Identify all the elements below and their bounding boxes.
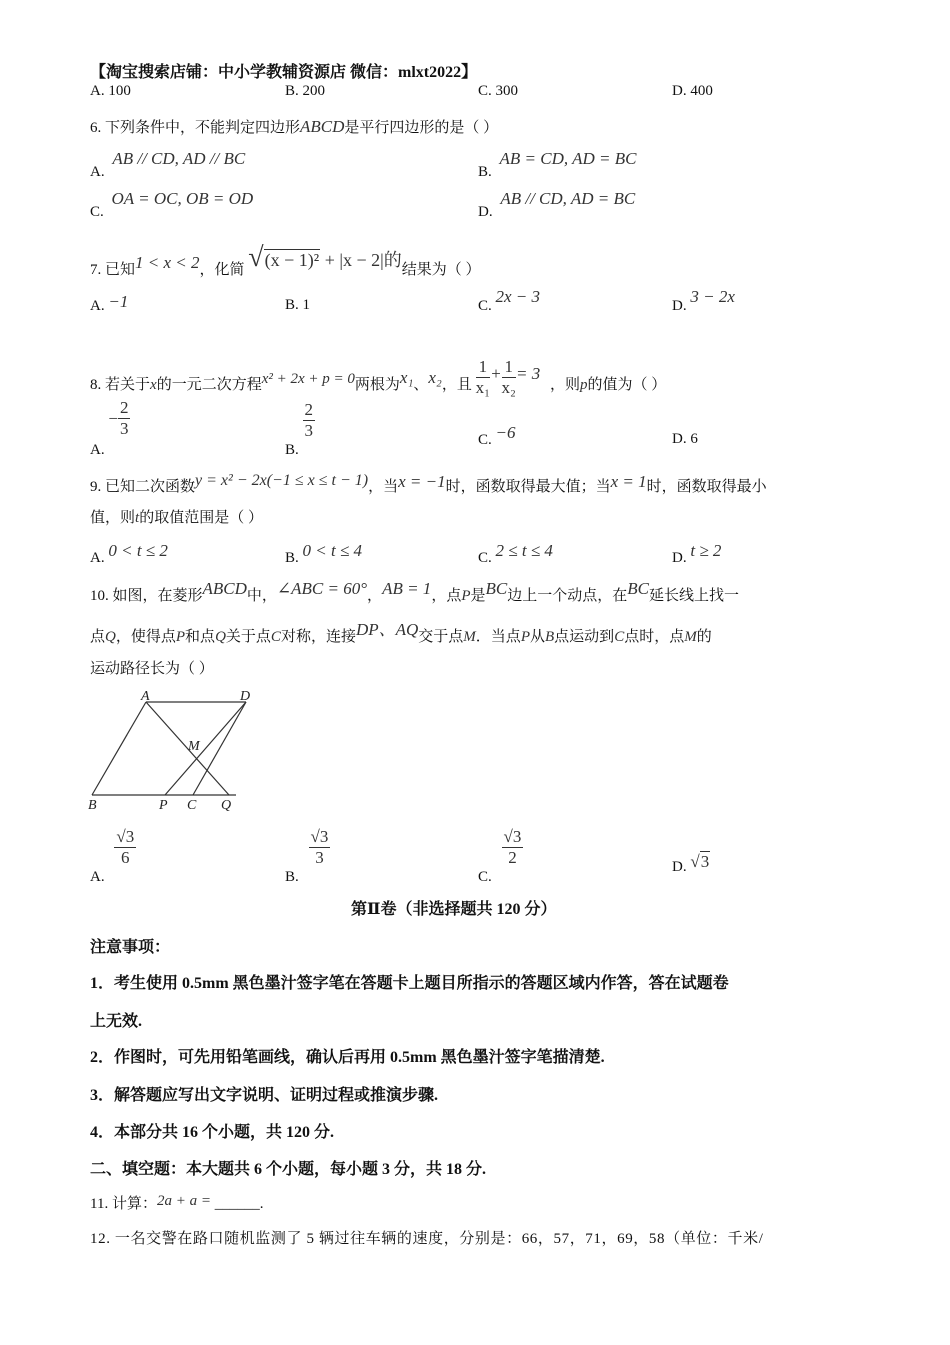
q6-option-c: C. OA = OC, OB = OD: [90, 189, 254, 220]
note-2: 2．作图时，可先用铅笔画线，确认后再用 0.5mm 黑色墨汁签字笔描清楚.: [90, 1049, 605, 1066]
q9-option-d: D. t ≥ 2: [672, 541, 722, 566]
edge-dc: [193, 702, 246, 795]
rhombus-figure: [86, 688, 251, 813]
point-a-label: A: [141, 689, 150, 704]
point-m-label: M: [188, 739, 200, 754]
q9-stem-line2: 值，则t的取值范围是（ ）: [90, 510, 263, 526]
part2-title: 第Ⅱ卷（非选择题共 120 分）: [351, 901, 557, 918]
notes-title: 注意事项：: [90, 939, 171, 956]
q10-option-c: C. $\frac{√3}{2}$: [478, 827, 522, 885]
q10-option-b: B. $\frac{√3}{3}$: [285, 827, 329, 885]
q5-option-a: A. 100: [90, 83, 131, 99]
q7-option-c: C. 2x − 3: [478, 287, 541, 314]
section-2-heading: 二、填空题：本大题共 6 个小题，每小题 3 分，共 18 分.: [90, 1161, 487, 1178]
q10-option-d: D. √3: [672, 852, 710, 875]
point-c-label: C: [187, 798, 197, 813]
edge-ab: [92, 702, 146, 795]
point-d-label: D: [240, 689, 251, 704]
q10-stem-line3: 运动路径长为（ ）: [90, 661, 214, 677]
q7-option-b: B. 1: [285, 297, 311, 313]
q6-stem: 6. 下列条件中，不能判定四边形ABCD是平行四边形的是（ ）: [90, 117, 499, 136]
q7-radical: √(x − 1)² + |x − 2|的: [248, 242, 402, 273]
q6-option-b: B. AB = CD, AD = BC: [478, 149, 637, 180]
q12: 12. 一名交警在路口随机监测了 5 辆过往车辆的速度，分别是：66，57，71，69，58（单位：千米/: [90, 1231, 764, 1247]
note-1-line1: 1．考生使用 0.5mm 黑色墨汁签字笔在答题卡上题目所指示的答题区域内作答，答在试题卷: [90, 975, 729, 992]
q10-stem-line2: 点Q，使得点P和点Q关于点C对称，连接DP、AQ交于点M．当点P从B点运动到C点时，点M的: [90, 620, 712, 645]
point-p-label: P: [159, 798, 168, 813]
note-1-line2: 上无效.: [90, 1013, 143, 1030]
note-4: 4．本部分共 16 个小题，共 120 分.: [90, 1124, 335, 1141]
q7-stem: 7. 已知1 < x < 2，化简 √(x − 1)² + |x − 2|的结果为（ ）: [90, 242, 481, 278]
q8-option-d: D. 6: [672, 431, 698, 447]
segment-dp: [165, 702, 246, 795]
watermark-header: 【淘宝搜索店铺：中小学教辅资源店 微信：mlxt2022】: [90, 64, 478, 81]
q9-option-b: B. 0 < t ≤ 4: [285, 541, 363, 566]
q9-stem-line1: 9. 已知二次函数y = x² − 2x(−1 ≤ x ≤ t − 1)，当x = −1时，函数取得最大值；当x = 1时，函数取得最小: [90, 472, 767, 495]
q5-option-b: B. 200: [285, 83, 326, 99]
note-3: 3．解答题应写出文字说明、证明过程或推演步骤.: [90, 1087, 439, 1104]
q9-option-a: A. 0 < t ≤ 2: [90, 541, 168, 566]
q8-stem: 8. 若关于x的一元二次方程x² + 2x + p = 0两根为x₁、x₂，且 $\frac{1}{\text{x₁}}$ + $\frac{1}{\text{x₂}}$ = 3 ，则p的值为（ ）: [90, 357, 667, 397]
q9-option-c: C. 2 ≤ t ≤ 4: [478, 541, 553, 566]
q6-option-a: A. AB // CD, AD // BC: [90, 149, 246, 180]
q11: 11. 计算：2a + a = ______.: [90, 1193, 264, 1212]
q6-option-d: D. AB // CD, AD = BC: [478, 189, 636, 220]
q10-option-a: A. $\frac{√3}{6}$: [90, 827, 135, 885]
point-q-label: Q: [221, 798, 232, 813]
q10-stem-line1: 10. 如图，在菱形ABCD中，∠ABC = 60°，AB = 1，点P是BC边上一个动点，在BC延长线上找一: [90, 579, 740, 604]
q8-option-b: B. $\frac{2}{3}$: [285, 400, 314, 458]
q5-option-c: C. 300: [478, 83, 519, 99]
q7-option-d: D. 3 − 2x: [672, 287, 735, 314]
q8-option-a: A. − $\frac{2}{3}$: [90, 398, 129, 458]
q8-option-c: C. −6: [478, 423, 516, 448]
q7-option-a: A. −1: [90, 292, 129, 314]
point-b-label: B: [88, 798, 97, 813]
q5-option-d: D. 400: [672, 83, 713, 99]
